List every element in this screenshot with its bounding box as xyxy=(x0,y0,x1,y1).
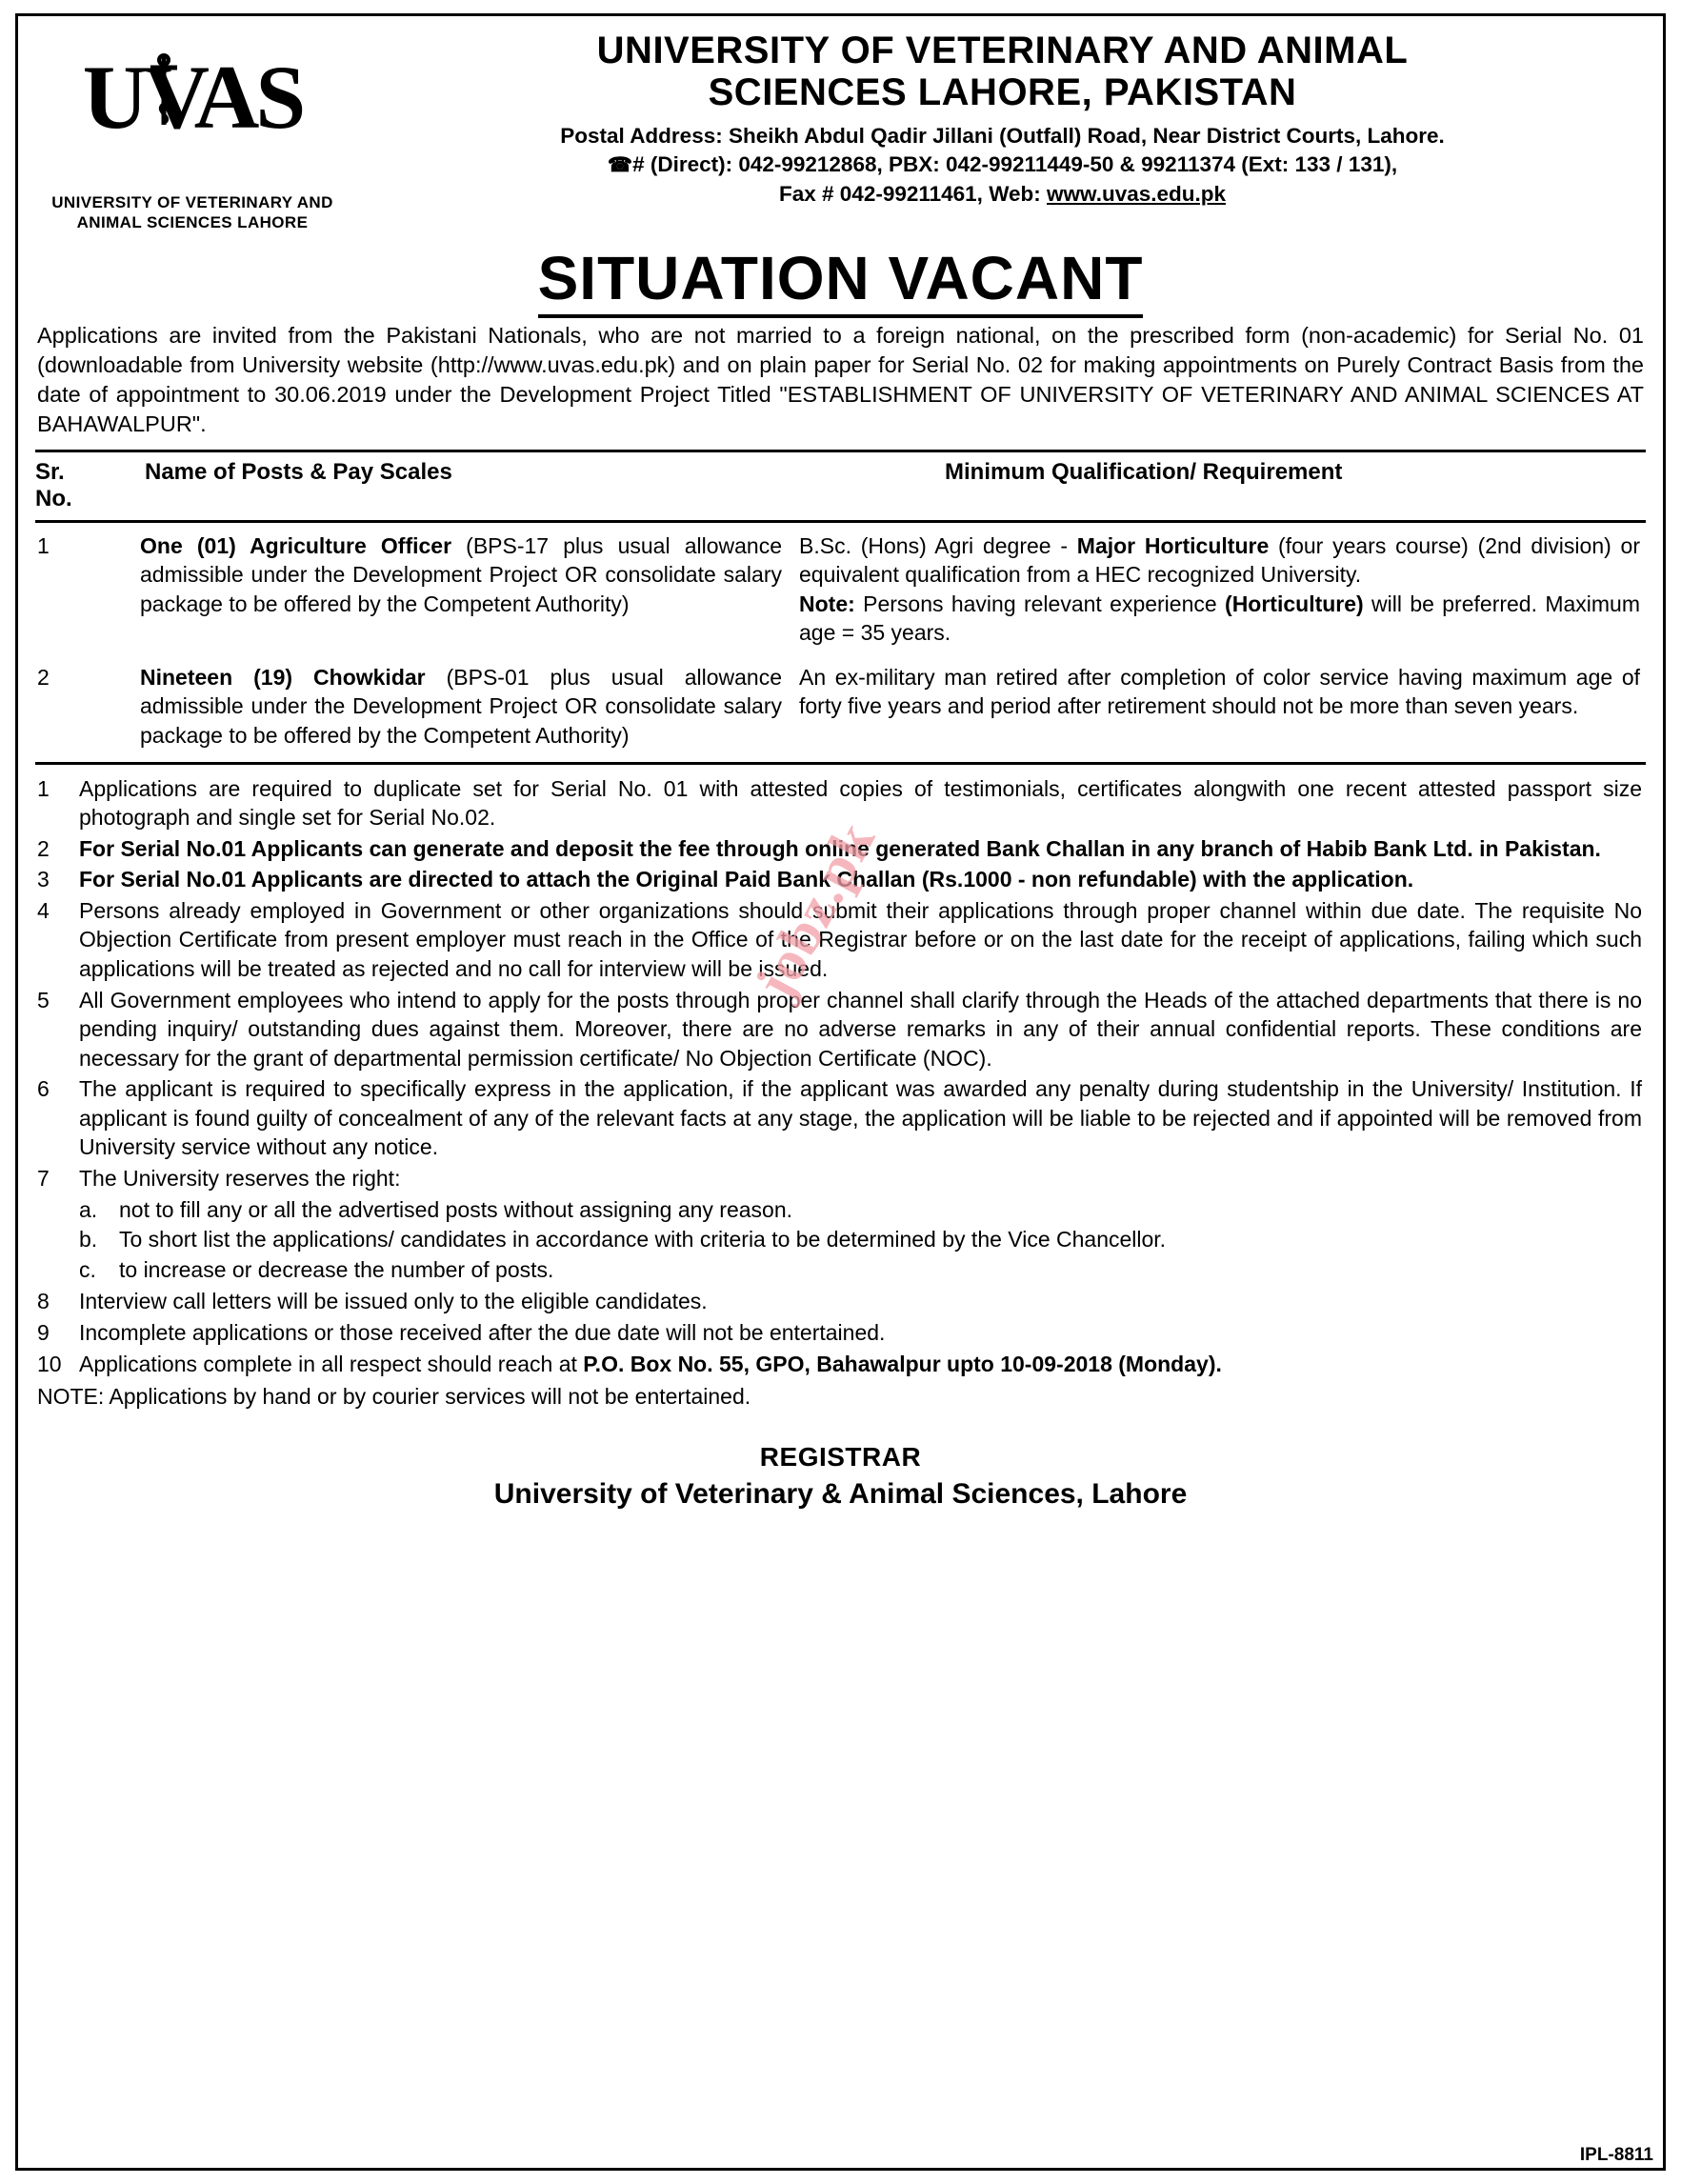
column-header-posts: Name of Posts & Pay Scales xyxy=(145,458,452,485)
registrar-title: REGISTRAR xyxy=(759,1442,922,1473)
logo-mark xyxy=(35,47,350,190)
logo-wordmark: UVAS xyxy=(82,47,303,148)
header xyxy=(35,26,1646,233)
condition-text-part: The applicant is required to specifically express in the application, if the applicant was awarded any penalty during studentship in the University/ Institution. If applicant is found guilty of concealment of any of the relevant facts at any stage, the application will be liable to be rejected and if appointed will be removed from University service without any notice. xyxy=(79,1076,1642,1160)
condition-item xyxy=(35,865,1646,894)
condition-text-part: Applications are required to duplicate set for Serial No. 01 with attested copies of testimonials, certificates alongwith one recent attested passport size photograph and single set for Serial No.02. xyxy=(79,775,1642,831)
condition-item xyxy=(35,1287,1646,1316)
header-text xyxy=(359,26,1646,209)
condition-number: 7 xyxy=(37,1166,50,1192)
condition-text xyxy=(79,896,1646,984)
signature-block xyxy=(35,1442,1646,1511)
condition-text xyxy=(79,1074,1646,1162)
table-header-row xyxy=(35,452,1646,523)
condition-text xyxy=(79,1164,1646,1285)
advertisement-frame xyxy=(15,13,1666,2171)
condition-text xyxy=(79,1318,1646,1348)
condition-text xyxy=(79,1350,1646,1379)
qual-note-emphasis: (Horticulture) xyxy=(1225,591,1364,616)
condition-text xyxy=(79,986,1646,1073)
contact-block xyxy=(359,122,1646,209)
qual-note-rest: will be preferred. Maximum age = 35 years. xyxy=(799,591,1641,646)
row-qualification: An ex-military man retired after completion of color service having maximum age of forty five years and period after retirement should not be more than seven years. xyxy=(799,664,1640,719)
condition-text-part: The University reserves the right: xyxy=(79,1166,401,1192)
university-title-line1: UNIVERSITY OF VETERINARY AND ANIMAL xyxy=(596,30,1409,71)
row-post xyxy=(94,531,799,648)
condition-subitem-text: to increase or decrease the number of posts. xyxy=(119,1256,554,1282)
phone-line xyxy=(359,150,1646,179)
condition-number: 5 xyxy=(37,987,50,1012)
condition-item xyxy=(35,1350,1646,1379)
condition-text-part: Interview call letters will be issued only to the eligible candidates. xyxy=(79,1289,708,1314)
ipl-reference: IPL-8811 xyxy=(1579,2145,1653,2165)
row-qualification xyxy=(799,531,1646,648)
posts-table xyxy=(35,450,1646,765)
university-title xyxy=(359,30,1646,113)
condition-number: 9 xyxy=(37,1319,50,1345)
logo-caption-line1: UNIVERSITY OF VETERINARY AND xyxy=(51,193,333,211)
condition-item xyxy=(35,986,1646,1073)
caduceus-icon xyxy=(142,52,186,127)
intro-paragraph: Applications are invited from the Pakistani Nationals, who are not married to a foreign national, on the prescribed form (non-academic) for Serial No. 01 (downloadable from University website (http://www.uvas.edu.pk) and on plain paper for Serial No. 02 for making appointments on Purely Contract Basis from the date of appointment to 30.06.2019 under the Development Project Titled "ESTABLISHMENT OF UNIVERSITY OF VETERINARY AND ANIMAL SCIENCES AT BAHAWALPUR". xyxy=(37,322,1644,437)
condition-number: 1 xyxy=(37,775,50,801)
conditions-list xyxy=(35,774,1646,1379)
condition-item xyxy=(35,1318,1646,1348)
logo-caption-line2: ANIMAL SCIENCES LAHORE xyxy=(76,213,309,232)
condition-number: 3 xyxy=(37,867,50,892)
condition-number: 2 xyxy=(37,835,50,861)
condition-text-part: Applications complete in all respect should reach at xyxy=(79,1351,584,1376)
condition-item xyxy=(35,1164,1646,1285)
telephone-icon: ☎ xyxy=(607,154,633,177)
condition-item xyxy=(35,774,1646,832)
condition-subitem-text: not to fill any or all the advertised posts without assigning any reason. xyxy=(119,1196,793,1222)
condition-item xyxy=(35,896,1646,984)
condition-subitem-text: To short list the applications/ candidates in accordance with criteria to be determined by the Vice Chancellor. xyxy=(119,1227,1167,1252)
condition-text xyxy=(79,1287,1646,1316)
fax-number: Fax # 042-99211461, Web: xyxy=(779,181,1048,206)
row-post-title: Nineteen (19) Chowkidar xyxy=(140,664,426,690)
condition-text xyxy=(79,834,1646,864)
condition-text xyxy=(79,865,1646,894)
qual-note-label: Note: xyxy=(799,591,855,616)
condition-number: 6 xyxy=(37,1076,50,1102)
row-post-detail: (BPS-17 plus usual allowance admissible under the Development Project OR consolidate salary package to be offered by the Competent Authority) xyxy=(140,532,782,616)
condition-text-part: Incomplete applications or those received after the due date will not be entertained. xyxy=(79,1319,886,1345)
phone-numbers: # (Direct): 042-99212868, PBX: 042-99211449-50 & 99211374 (Ext: 133 / 131), xyxy=(632,152,1398,177)
university-logo xyxy=(35,26,350,233)
row-serial: 1 xyxy=(37,532,50,558)
column-header-qualification: Minimum Qualification/ Requirement xyxy=(945,458,1343,485)
row-post-title: One (01) Agriculture Officer xyxy=(140,532,452,558)
condition-subitem-marker: a. xyxy=(79,1196,98,1222)
fax-web-line xyxy=(359,180,1646,209)
row-post xyxy=(94,663,799,751)
condition-item xyxy=(35,1074,1646,1162)
condition-text-part: For Serial No.01 Applicants are directed to attach the Original Paid Bank Challan (Rs.1000 - non refundable) with the application. xyxy=(79,867,1414,892)
column-header-sr: Sr. No. xyxy=(35,458,72,511)
condition-number: 10 xyxy=(37,1351,62,1376)
university-title-line2: SCIENCES LAHORE, PAKISTAN xyxy=(708,71,1297,113)
logo-caption xyxy=(35,192,350,233)
qual-text-2: (four years course) (2nd division) or equivalent qualification from a HEC recognized University. xyxy=(799,532,1640,588)
condition-subitem xyxy=(79,1255,1642,1285)
qual-major: Major Horticulture xyxy=(1076,532,1270,558)
page-title-text: SITUATION VACANT xyxy=(538,244,1144,318)
condition-text-part: Persons already employed in Government or other organizations should submit their applications through proper channel within due date. The requisite No Objection Certificate from present employer must reach in the Office of the Registrar before or on the last date for the receipt of applications, failing which such applications will be treated as rejected and no call for interview will be issued. xyxy=(79,897,1642,982)
condition-text-part: All Government employees who intend to apply for the posts through proper channel shall clarify through the Heads of the attached departments that there is no pending inquiry/ outstanding dues against them. Moreover, there are no adverse remarks in any of their annual confidential reports. These conditions are necessary for the grant of departmental permission certificate/ No Objection Certificate (NOC). xyxy=(79,987,1642,1071)
table-row xyxy=(35,523,1646,650)
registrar-university: University of Veterinary & Animal Sciences, Lahore xyxy=(493,1478,1188,1511)
condition-number: 8 xyxy=(37,1289,50,1314)
condition-subitem xyxy=(79,1195,1642,1225)
condition-item xyxy=(35,834,1646,864)
postal-address: Postal Address: Sheikh Abdul Qadir Jillani (Outfall) Road, Near District Courts, Lahore. xyxy=(560,124,1445,148)
condition-subitem xyxy=(79,1225,1642,1254)
condition-text-part: For Serial No.01 Applicants can generate and deposit the fee through online generated Bank Challan in any branch of Habib Bank Ltd. in Pakistan. xyxy=(79,835,1601,861)
watermark: jobz.pk xyxy=(742,811,888,1009)
condition-text xyxy=(79,774,1646,832)
qual-note-text: Persons having relevant experience xyxy=(854,591,1226,616)
row-post-detail: (BPS-01 plus usual allowance admissible under the Development Project OR consolidate salary package to be offered by the Competent Authority) xyxy=(140,664,782,748)
condition-text-part: P.O. Box No. 55, GPO, Bahawalpur upto 10-09-2018 (Monday). xyxy=(583,1351,1222,1376)
condition-number: 4 xyxy=(37,897,50,923)
table-row xyxy=(35,650,1646,762)
page-title xyxy=(35,243,1646,313)
condition-subitem-marker: c. xyxy=(79,1256,96,1282)
qual-text-1: B.Sc. (Hons) Agri degree - xyxy=(799,532,1077,558)
row-serial: 2 xyxy=(37,664,50,690)
condition-subitem-marker: b. xyxy=(79,1227,98,1252)
website-link[interactable]: www.uvas.edu.pk xyxy=(1047,181,1226,206)
condition-sublist xyxy=(79,1195,1642,1285)
hand-delivery-note: NOTE: Applications by hand or by courier services will not be entertained. xyxy=(37,1384,751,1410)
